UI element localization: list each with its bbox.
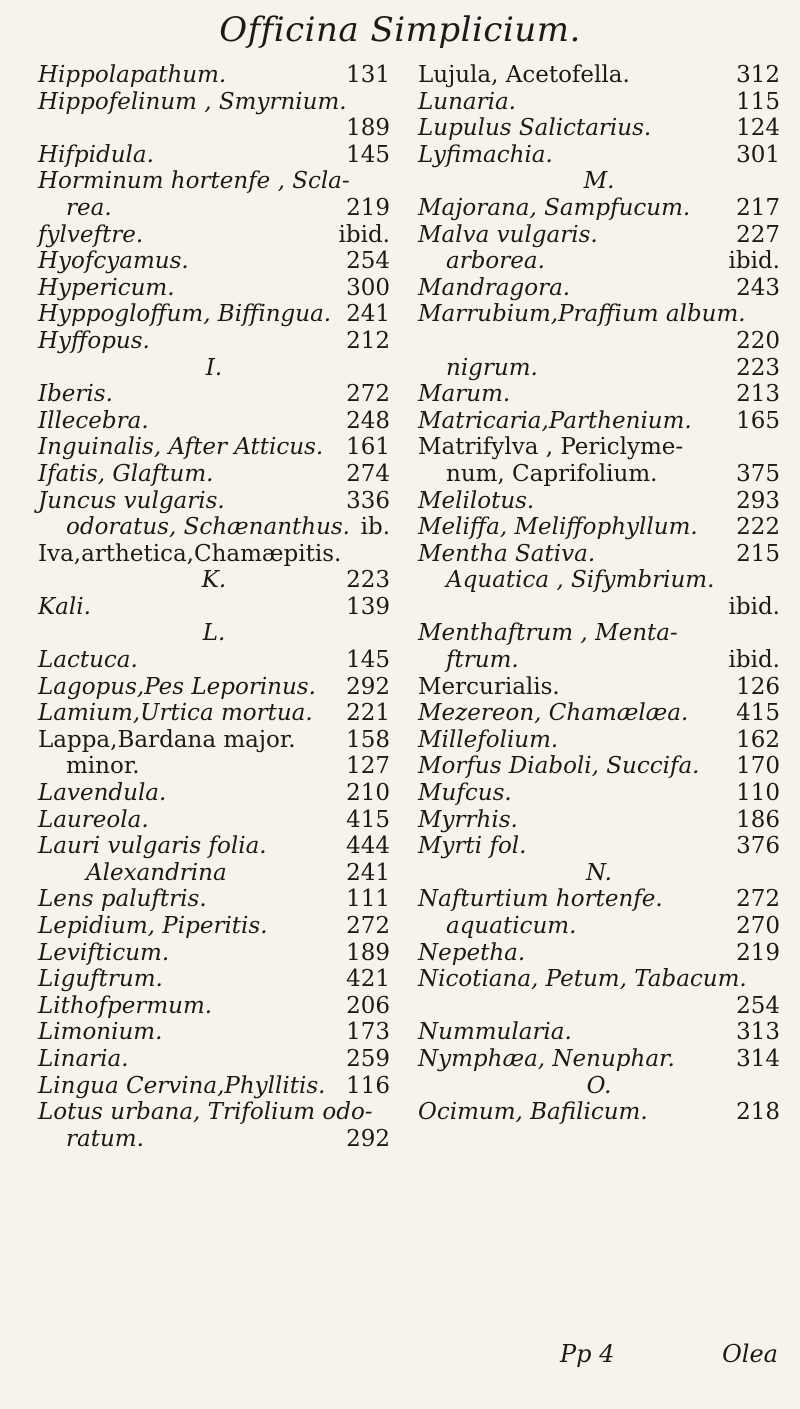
entry-name: ratum.	[66, 1125, 144, 1152]
entry-name: Inguinalis, After Atticus.	[38, 434, 324, 461]
index-entry	[38, 222, 390, 249]
index-entry	[418, 248, 780, 275]
index-entry	[38, 780, 390, 807]
index-entry	[38, 328, 390, 355]
index-entry	[38, 1046, 390, 1073]
page-reference: ibid.	[728, 647, 780, 674]
letter-heading: O.	[586, 1072, 612, 1099]
entry-name: Matricaria,Parthenium.	[418, 407, 692, 434]
entry-name: Horminum hortenfe , Scla-	[38, 168, 350, 195]
index-entry	[38, 301, 390, 328]
index-entry	[38, 886, 390, 913]
entry-name: Nafturtium hortenfe.	[418, 886, 663, 913]
page-reference: 219	[736, 939, 780, 966]
page-reference: 222	[736, 514, 780, 541]
index-entry	[418, 222, 780, 249]
page-reference: 220	[736, 327, 780, 354]
page-reference: 170	[736, 753, 780, 780]
entry-name: Lappa,Bardana major.	[38, 726, 296, 753]
section-letter	[38, 620, 390, 647]
index-entry	[418, 89, 780, 116]
index-entry	[418, 567, 780, 594]
index-entry	[38, 514, 390, 541]
index-entry	[418, 381, 780, 408]
signature-mark: Pp 4	[560, 1340, 615, 1368]
index-entry	[38, 115, 390, 142]
index-entry	[38, 1019, 390, 1046]
index-entry	[38, 913, 390, 940]
index-entry	[418, 647, 780, 674]
page-reference: 124	[736, 115, 780, 142]
page-reference: 223	[736, 354, 780, 381]
index-entry	[38, 966, 390, 993]
index-entry	[38, 408, 390, 435]
index-entry	[38, 168, 390, 195]
index-entry	[418, 1099, 780, 1126]
entry-name: odoratus, Schænanthus.	[66, 514, 350, 541]
entry-name: Lamium,Urtica mortua.	[38, 700, 313, 727]
entry-name: Hippolapathum.	[38, 62, 227, 88]
page-reference: 189	[346, 939, 390, 966]
page-reference: 259	[346, 1045, 390, 1072]
entry-name: Hyppogloffum, Biffingua.	[38, 301, 332, 328]
index-entry	[418, 993, 780, 1020]
page-reference: ibid.	[338, 221, 390, 248]
page-reference: 227	[736, 221, 780, 248]
index-entry	[38, 674, 390, 701]
page-reference: 312	[736, 62, 780, 88]
page-reference: ib.	[360, 514, 390, 541]
page-reference: 186	[736, 806, 780, 833]
letter-heading: K.	[201, 567, 227, 594]
index-entry	[418, 807, 780, 834]
page-reference: 116	[346, 1072, 390, 1099]
index-entry	[418, 886, 780, 913]
page-reference: 223	[346, 567, 390, 594]
entry-name: Ocimum, Bafilicum.	[418, 1099, 648, 1126]
entry-name: Lunaria.	[418, 88, 516, 115]
entry-name: Lingua Cervina,Phyllitis.	[38, 1072, 326, 1099]
page-reference: 272	[736, 886, 780, 913]
page-reference: ibid.	[728, 248, 780, 275]
entry-name: Mezereon, Chamælæa.	[418, 700, 689, 727]
index-entry	[418, 541, 780, 568]
page-reference: 300	[346, 274, 390, 301]
letter-heading: L.	[202, 620, 226, 647]
entry-name: Millefolium.	[418, 726, 559, 753]
entry-name: Majorana, Sampfucum.	[418, 194, 691, 221]
letter-heading: I.	[205, 354, 223, 381]
index-entry	[418, 727, 780, 754]
index-entry	[418, 301, 780, 328]
index-entry	[38, 248, 390, 275]
entry-name: fylveftre.	[38, 221, 144, 248]
page-reference: 115	[736, 88, 780, 115]
index-entry	[418, 1046, 780, 1073]
index-entry	[38, 1126, 390, 1153]
entry-name: arborea.	[446, 248, 545, 275]
page-reference: 444	[346, 833, 390, 860]
index-entry	[418, 461, 780, 488]
page-reference: 415	[346, 806, 390, 833]
entry-name: Lens paluftris.	[38, 886, 207, 913]
entry-name: Illecebra.	[38, 407, 149, 434]
section-letter	[418, 860, 780, 887]
page-reference: 336	[346, 487, 390, 514]
entry-name: ftrum.	[446, 647, 519, 674]
entry-name: Malva vulgaris.	[418, 221, 598, 248]
entry-name: Aquatica , Sifymbrium.	[446, 567, 715, 594]
index-entry	[418, 753, 780, 780]
entry-name: Lotus urbana, Trifolium odo-	[38, 1099, 373, 1126]
page-reference: 158	[346, 726, 390, 753]
page-reference: 248	[346, 407, 390, 434]
page-reference: 376	[736, 833, 780, 860]
entry-name: Myrti fol.	[418, 833, 527, 860]
entry-name: Menthaftrum , Menta-	[418, 620, 678, 647]
index-entry	[418, 966, 780, 993]
entry-name: Nymphæa, Nenuphar.	[418, 1045, 675, 1072]
index-entry	[38, 833, 390, 860]
page-reference: ibid.	[728, 593, 780, 620]
index-column-right	[418, 62, 780, 1126]
index-entry	[418, 620, 780, 647]
page-reference: 206	[346, 992, 390, 1019]
page-reference: 131	[346, 62, 390, 88]
section-letter	[38, 567, 390, 594]
page-reference: 313	[736, 1019, 780, 1046]
page-reference: 215	[736, 540, 780, 567]
index-entry	[418, 833, 780, 860]
index-entry	[38, 807, 390, 834]
page-reference: 145	[346, 647, 390, 674]
page-reference: 292	[346, 1125, 390, 1152]
entry-name: Lactuca.	[38, 647, 138, 674]
index-entry	[38, 993, 390, 1020]
entry-name: Mercurialis.	[418, 673, 560, 700]
index-entry	[38, 1099, 390, 1126]
entry-name: Alexandrina	[86, 859, 227, 886]
index-entry	[38, 860, 390, 887]
index-entry	[38, 381, 390, 408]
index-entry	[38, 647, 390, 674]
entry-name: Lujula, Acetofella.	[418, 62, 630, 88]
page-reference: 241	[346, 859, 390, 886]
page-reference: 217	[736, 194, 780, 221]
index-entry	[418, 408, 780, 435]
page-reference: 218	[736, 1099, 780, 1126]
entry-name: Nepetha.	[418, 939, 526, 966]
letter-heading: N.	[586, 859, 612, 886]
index-entry	[38, 753, 390, 780]
page-reference: 270	[736, 913, 780, 939]
running-head: Officina Simplicium.	[219, 10, 581, 50]
page-reference: 212	[346, 327, 390, 354]
page-reference: 254	[346, 248, 390, 275]
entry-name: Myrrhis.	[418, 806, 518, 833]
page-reference: 126	[736, 673, 780, 700]
entry-name: Lithofpermum.	[38, 992, 213, 1019]
catchword: Olea	[722, 1340, 778, 1368]
page-reference: 292	[346, 673, 390, 700]
entry-name: Juncus vulgaris.	[38, 487, 225, 514]
page-reference: 111	[346, 886, 390, 913]
entry-name: Lyfimachia.	[418, 141, 553, 168]
entry-name: Limonium.	[38, 1019, 163, 1046]
entry-name: Ifatis, Glaftum.	[38, 460, 214, 487]
entry-name: Laureola.	[38, 806, 149, 833]
index-entry	[418, 674, 780, 701]
index-entry	[38, 461, 390, 488]
page-reference: 301	[736, 141, 780, 168]
entry-name: Lupulus Salictarius.	[418, 115, 652, 142]
entry-name: Nummularia.	[418, 1019, 572, 1046]
entry-name: Marum.	[418, 381, 511, 408]
section-letter	[418, 1073, 780, 1100]
index-entry	[38, 1073, 390, 1100]
entry-name: Linaria.	[38, 1045, 129, 1072]
index-entry	[38, 142, 390, 169]
index-entry	[418, 115, 780, 142]
entry-name: aquaticum.	[446, 913, 577, 939]
entry-name: rea.	[66, 194, 112, 221]
index-entry	[418, 355, 780, 382]
entry-name: Matrifylva , Periclyme-	[418, 434, 684, 461]
index-entry	[418, 913, 780, 940]
entry-name: num, Caprifolium.	[446, 460, 658, 487]
entry-name: Lavendula.	[38, 780, 167, 807]
page-reference: 110	[736, 780, 780, 807]
entry-name: Hippofelinum , Smyrnium.	[38, 88, 347, 115]
page-reference: 139	[346, 593, 390, 620]
index-column-left	[38, 62, 390, 1152]
index-entry	[38, 541, 390, 568]
index-entry	[418, 514, 780, 541]
entry-name: Liguftrum.	[38, 966, 163, 993]
page-reference: 145	[346, 141, 390, 168]
entry-name: Hifpidula.	[38, 141, 154, 168]
page-reference: 162	[736, 726, 780, 753]
entry-name: Meliffa, Meliffophyllum.	[418, 514, 698, 541]
index-entry	[38, 594, 390, 621]
letter-heading: M.	[583, 168, 615, 195]
index-entry	[418, 434, 780, 461]
page-reference: 165	[736, 407, 780, 434]
index-entry	[38, 700, 390, 727]
page-reference: 221	[346, 700, 390, 727]
index-entry	[418, 940, 780, 967]
page-reference: 375	[736, 460, 780, 487]
index-entry	[38, 89, 390, 116]
page-reference: 173	[346, 1019, 390, 1046]
index-entry	[38, 488, 390, 515]
index-entry	[38, 940, 390, 967]
section-letter	[418, 168, 780, 195]
index-entry	[418, 142, 780, 169]
index-entry	[38, 434, 390, 461]
page-reference: 272	[346, 381, 390, 408]
index-entry	[418, 780, 780, 807]
section-letter	[38, 355, 390, 382]
entry-name: Kali.	[38, 593, 91, 620]
entry-name: Lagopus,Pes Leporinus.	[38, 673, 316, 700]
index-entry	[418, 195, 780, 222]
entry-name: Levifticum.	[38, 939, 170, 966]
index-entry	[418, 1019, 780, 1046]
entry-name: Lauri vulgaris folia.	[38, 833, 267, 860]
page-reference: 272	[346, 913, 390, 939]
entry-name: Mentha Sativa.	[418, 540, 596, 567]
index-entry	[418, 700, 780, 727]
entry-name: Morfus Diaboli, Succifa.	[418, 753, 700, 780]
page-reference: 241	[346, 301, 390, 328]
index-entry	[38, 195, 390, 222]
entry-name: Iva,arthetica,Chamæpitis.	[38, 540, 342, 567]
index-entry	[418, 488, 780, 515]
page-reference: 127	[346, 753, 390, 780]
page-reference: 254	[736, 992, 780, 1019]
page-reference: 189	[346, 115, 390, 142]
page-reference: 293	[736, 487, 780, 514]
entry-name: Iberis.	[38, 381, 113, 408]
index-entry	[418, 275, 780, 302]
page-reference: 243	[736, 274, 780, 301]
entry-name: Hyffopus.	[38, 327, 150, 354]
entry-name: Lepidium, Piperitis.	[38, 913, 268, 939]
entry-name: Mandragora.	[418, 274, 571, 301]
index-entry	[38, 727, 390, 754]
page-reference: 213	[736, 381, 780, 408]
entry-name: Nicotiana, Petum, Tabacum.	[418, 966, 747, 993]
page-reference: 415	[736, 700, 780, 727]
index-entry	[418, 594, 780, 621]
entry-name: minor.	[66, 753, 140, 780]
entry-name: Hypericum.	[38, 274, 175, 301]
index-entry	[418, 328, 780, 355]
index-entry	[38, 62, 390, 89]
index-entry	[38, 275, 390, 302]
entry-name: nigrum.	[446, 354, 538, 381]
entry-name: Mufcus.	[418, 780, 512, 807]
page-reference: 210	[346, 780, 390, 807]
page-reference: 161	[346, 434, 390, 461]
page-reference: 314	[736, 1045, 780, 1072]
index-entry	[418, 62, 780, 89]
entry-name: Melilotus.	[418, 487, 535, 514]
page-reference: 219	[346, 194, 390, 221]
entry-name: Marrubium,Praffium album.	[418, 301, 746, 328]
page-reference: 274	[346, 460, 390, 487]
page-reference: 421	[346, 966, 390, 993]
entry-name: Hyofcyamus.	[38, 248, 189, 275]
